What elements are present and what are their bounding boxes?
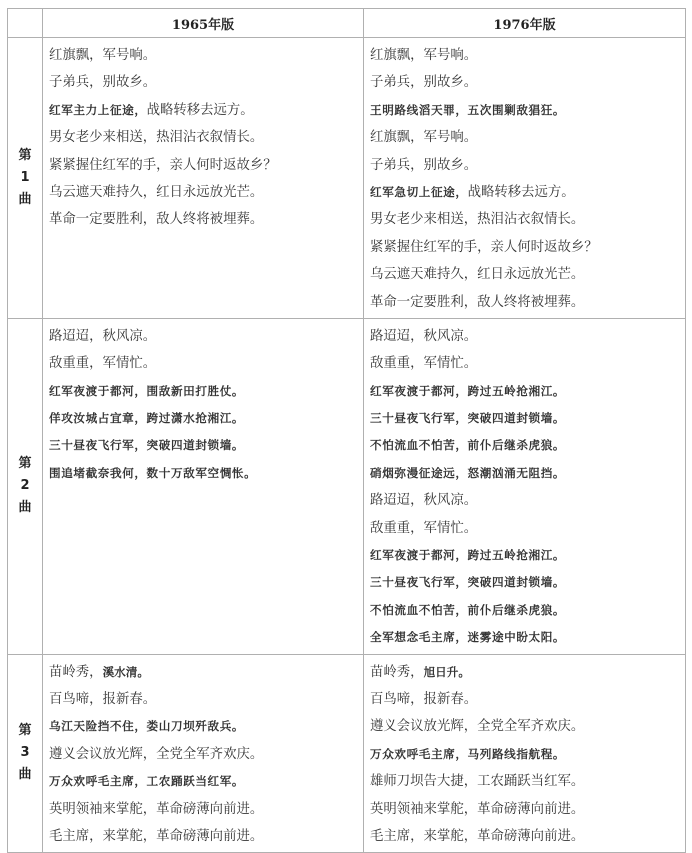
lyric-text: 硝烟弥漫征途远，怒潮汹涌无阻挡。 bbox=[370, 465, 566, 480]
lyric-text: 毛主席，来掌舵，革命磅薄向前进。 bbox=[370, 828, 585, 844]
lyrics-comparison-table bbox=[7, 8, 686, 853]
lyric-line bbox=[370, 569, 685, 596]
lyric-text: 子弟兵，别故乡。 bbox=[370, 157, 478, 173]
section-label-char: 第 bbox=[18, 723, 32, 739]
section-label bbox=[8, 654, 43, 853]
lyric-line bbox=[370, 261, 685, 288]
lyric-line bbox=[370, 659, 685, 686]
lyric-line bbox=[370, 152, 685, 179]
lyric-text: 红军急切上征途， bbox=[370, 184, 468, 199]
lyric-line bbox=[49, 460, 363, 487]
lyric-line bbox=[49, 69, 363, 96]
lyric-line bbox=[370, 323, 685, 350]
lyric-line bbox=[49, 796, 363, 823]
lyric-text: 红军主力上征途， bbox=[49, 102, 147, 117]
lyric-line bbox=[370, 487, 685, 514]
lyric-line bbox=[49, 42, 363, 69]
lyric-text: 佯攻汝城占宜章，跨过潇水抢湘江。 bbox=[49, 411, 245, 426]
header-1976: 1976年版 bbox=[364, 9, 686, 38]
lyric-text-normal: 战略转移去远方。 bbox=[467, 184, 575, 200]
lyric-line bbox=[49, 323, 363, 350]
header-1965: 1965年版 bbox=[43, 9, 364, 38]
lyric-line bbox=[49, 378, 363, 405]
lyric-text: 遵义会议放光辉，全党全军齐欢庆。 bbox=[49, 746, 264, 762]
lyric-line bbox=[370, 97, 685, 124]
lyric-text: 乌云遮天难持久，红日永远放光芒。 bbox=[49, 184, 264, 200]
lyric-line bbox=[370, 405, 685, 432]
lyric-line bbox=[49, 179, 363, 206]
section-label-char: 2 bbox=[20, 478, 30, 494]
lyric-text: 三十昼夜飞行军，突破四道封锁墙。 bbox=[49, 438, 245, 453]
lyric-line bbox=[49, 768, 363, 795]
lyric-text: 王明路线滔天罪，五次围剿敌猖狂。 bbox=[370, 102, 566, 117]
lyric-text: 子弟兵，别故乡。 bbox=[370, 75, 478, 91]
section-label-char: 曲 bbox=[18, 191, 32, 207]
lyric-line bbox=[370, 713, 685, 740]
lyric-line bbox=[370, 234, 685, 261]
lyric-line bbox=[370, 350, 685, 377]
lyric-text: 不怕流血不怕苦，前仆后继杀虎狼。 bbox=[370, 438, 566, 453]
lyric-line bbox=[49, 97, 363, 124]
header-empty-cell bbox=[8, 9, 43, 38]
lyric-text: 红军夜渡于都河，围敌新田打胜仗。 bbox=[49, 383, 245, 398]
lyric-line bbox=[370, 624, 685, 651]
header-row bbox=[8, 9, 686, 38]
section-row bbox=[8, 318, 686, 654]
lyric-line bbox=[370, 289, 685, 316]
lyric-line bbox=[370, 597, 685, 624]
lyric-text: 红军夜渡于都河，跨过五岭抢湘江。 bbox=[370, 383, 566, 398]
lyric-text: 红旗飘，军号响。 bbox=[49, 48, 157, 63]
lyric-text: 三十昼夜飞行军，突破四道封锁墙。 bbox=[370, 575, 566, 590]
section-label bbox=[8, 38, 43, 319]
lyric-line bbox=[370, 796, 685, 823]
lyric-text: 英明领袖来掌舵，革命磅薄向前进。 bbox=[370, 801, 585, 817]
section-label bbox=[8, 318, 43, 654]
lyric-text: 子弟兵，别故乡。 bbox=[49, 75, 157, 91]
lyrics-1965-cell bbox=[43, 38, 364, 319]
section-label-char: 第 bbox=[18, 147, 32, 163]
lyric-line bbox=[370, 378, 685, 405]
lyric-line bbox=[49, 713, 363, 740]
lyric-text: 遵义会议放光辉，全党全军齐欢庆。 bbox=[370, 719, 585, 735]
section-label-char: 3 bbox=[20, 745, 30, 761]
lyric-line bbox=[370, 542, 685, 569]
lyric-line bbox=[370, 768, 685, 795]
lyric-text: 万众欢呼毛主席，马列路线指航程。 bbox=[370, 746, 566, 761]
lyric-text: 全军想念毛主席，迷雾途中盼太阳。 bbox=[370, 630, 566, 645]
lyric-line bbox=[370, 515, 685, 542]
lyrics-1976-cell bbox=[364, 654, 686, 853]
lyric-text: 红军夜渡于都河，跨过五岭抢湘江。 bbox=[370, 548, 566, 563]
lyric-line bbox=[370, 124, 685, 151]
lyric-text: 乌云遮天难持久，红日永远放光芒。 bbox=[370, 267, 585, 283]
lyric-text: 红旗飘，军号响。 bbox=[370, 130, 478, 146]
section-label-char: 1 bbox=[20, 169, 30, 185]
lyric-line bbox=[370, 741, 685, 768]
lyric-text: 敌重重，军情忙。 bbox=[370, 520, 478, 536]
lyric-line bbox=[370, 686, 685, 713]
lyric-line bbox=[49, 659, 363, 686]
lyric-text: 围追堵截奈我何，数十万敌军空惆怅。 bbox=[49, 465, 257, 480]
lyric-text: 万众欢呼毛主席，工农踊跃当红军。 bbox=[49, 774, 245, 789]
lyric-text-bold: 旭日升。 bbox=[423, 664, 470, 679]
lyric-text: 三十昼夜飞行军，突破四道封锁墙。 bbox=[370, 411, 566, 426]
lyric-text: 路迢迢，秋风凉。 bbox=[49, 328, 157, 344]
lyric-text: 苗岭秀， bbox=[370, 664, 424, 680]
section-label-char: 第 bbox=[18, 456, 32, 472]
lyric-text: 百鸟啼，报新春。 bbox=[370, 691, 478, 707]
lyric-text: 路迢迢，秋风凉。 bbox=[370, 328, 478, 344]
lyric-line bbox=[49, 405, 363, 432]
lyric-text: 苗岭秀， bbox=[49, 664, 103, 680]
section-label-char: 曲 bbox=[18, 500, 32, 516]
lyric-text: 紧紧握住红军的手，亲人何时返故乡？ bbox=[370, 239, 598, 255]
lyric-text: 百鸟啼，报新春。 bbox=[49, 691, 157, 707]
lyric-text: 男女老少来相送，热泪沾衣叙情长。 bbox=[370, 212, 585, 228]
lyric-text: 革命一定要胜利，敌人终将被埋葬。 bbox=[370, 294, 585, 310]
lyric-text: 男女老少来相送，热泪沾衣叙情长。 bbox=[49, 130, 264, 146]
lyric-text: 敌重重，军情忙。 bbox=[49, 356, 157, 372]
lyrics-1965-cell bbox=[43, 654, 364, 853]
lyrics-1976-cell bbox=[364, 318, 686, 654]
lyric-line bbox=[49, 206, 363, 233]
lyric-line bbox=[370, 432, 685, 459]
lyric-text: 路迢迢，秋风凉。 bbox=[370, 493, 478, 509]
lyric-line bbox=[370, 823, 685, 850]
lyric-text: 雄师刀坝告大捷，工农踊跃当红军。 bbox=[370, 774, 585, 790]
lyric-text: 敌重重，军情忙。 bbox=[370, 356, 478, 372]
lyric-text: 红旗飘，军号响。 bbox=[370, 48, 478, 63]
lyric-line bbox=[49, 432, 363, 459]
lyric-text: 不怕流血不怕苦，前仆后继杀虎狼。 bbox=[370, 602, 566, 617]
lyric-line bbox=[370, 69, 685, 96]
lyric-line bbox=[49, 823, 363, 850]
lyric-line bbox=[49, 152, 363, 179]
section-row bbox=[8, 654, 686, 853]
lyric-text: 毛主席，来掌舵，革命磅薄向前进。 bbox=[49, 828, 264, 844]
lyric-text: 紧紧握住红军的手，亲人何时返故乡？ bbox=[49, 157, 277, 173]
lyric-line bbox=[49, 741, 363, 768]
lyric-text: 革命一定要胜利，敌人终将被埋葬。 bbox=[49, 212, 264, 228]
lyric-text-bold: 溪水清。 bbox=[102, 664, 149, 679]
lyric-line bbox=[49, 124, 363, 151]
lyric-line bbox=[370, 460, 685, 487]
lyric-line bbox=[49, 350, 363, 377]
lyric-text: 英明领袖来掌舵，革命磅薄向前进。 bbox=[49, 801, 264, 817]
lyric-text-normal: 战略转移去远方。 bbox=[146, 102, 254, 118]
lyric-line bbox=[49, 686, 363, 713]
lyric-line bbox=[370, 179, 685, 206]
lyrics-1976-cell bbox=[364, 38, 686, 319]
section-label-char: 曲 bbox=[18, 767, 32, 783]
lyric-text: 乌江天险挡不住，娄山刀坝歼敌兵。 bbox=[49, 719, 245, 734]
section-row bbox=[8, 38, 686, 319]
lyric-line bbox=[370, 42, 685, 69]
lyric-line bbox=[370, 206, 685, 233]
lyrics-1965-cell bbox=[43, 318, 364, 654]
